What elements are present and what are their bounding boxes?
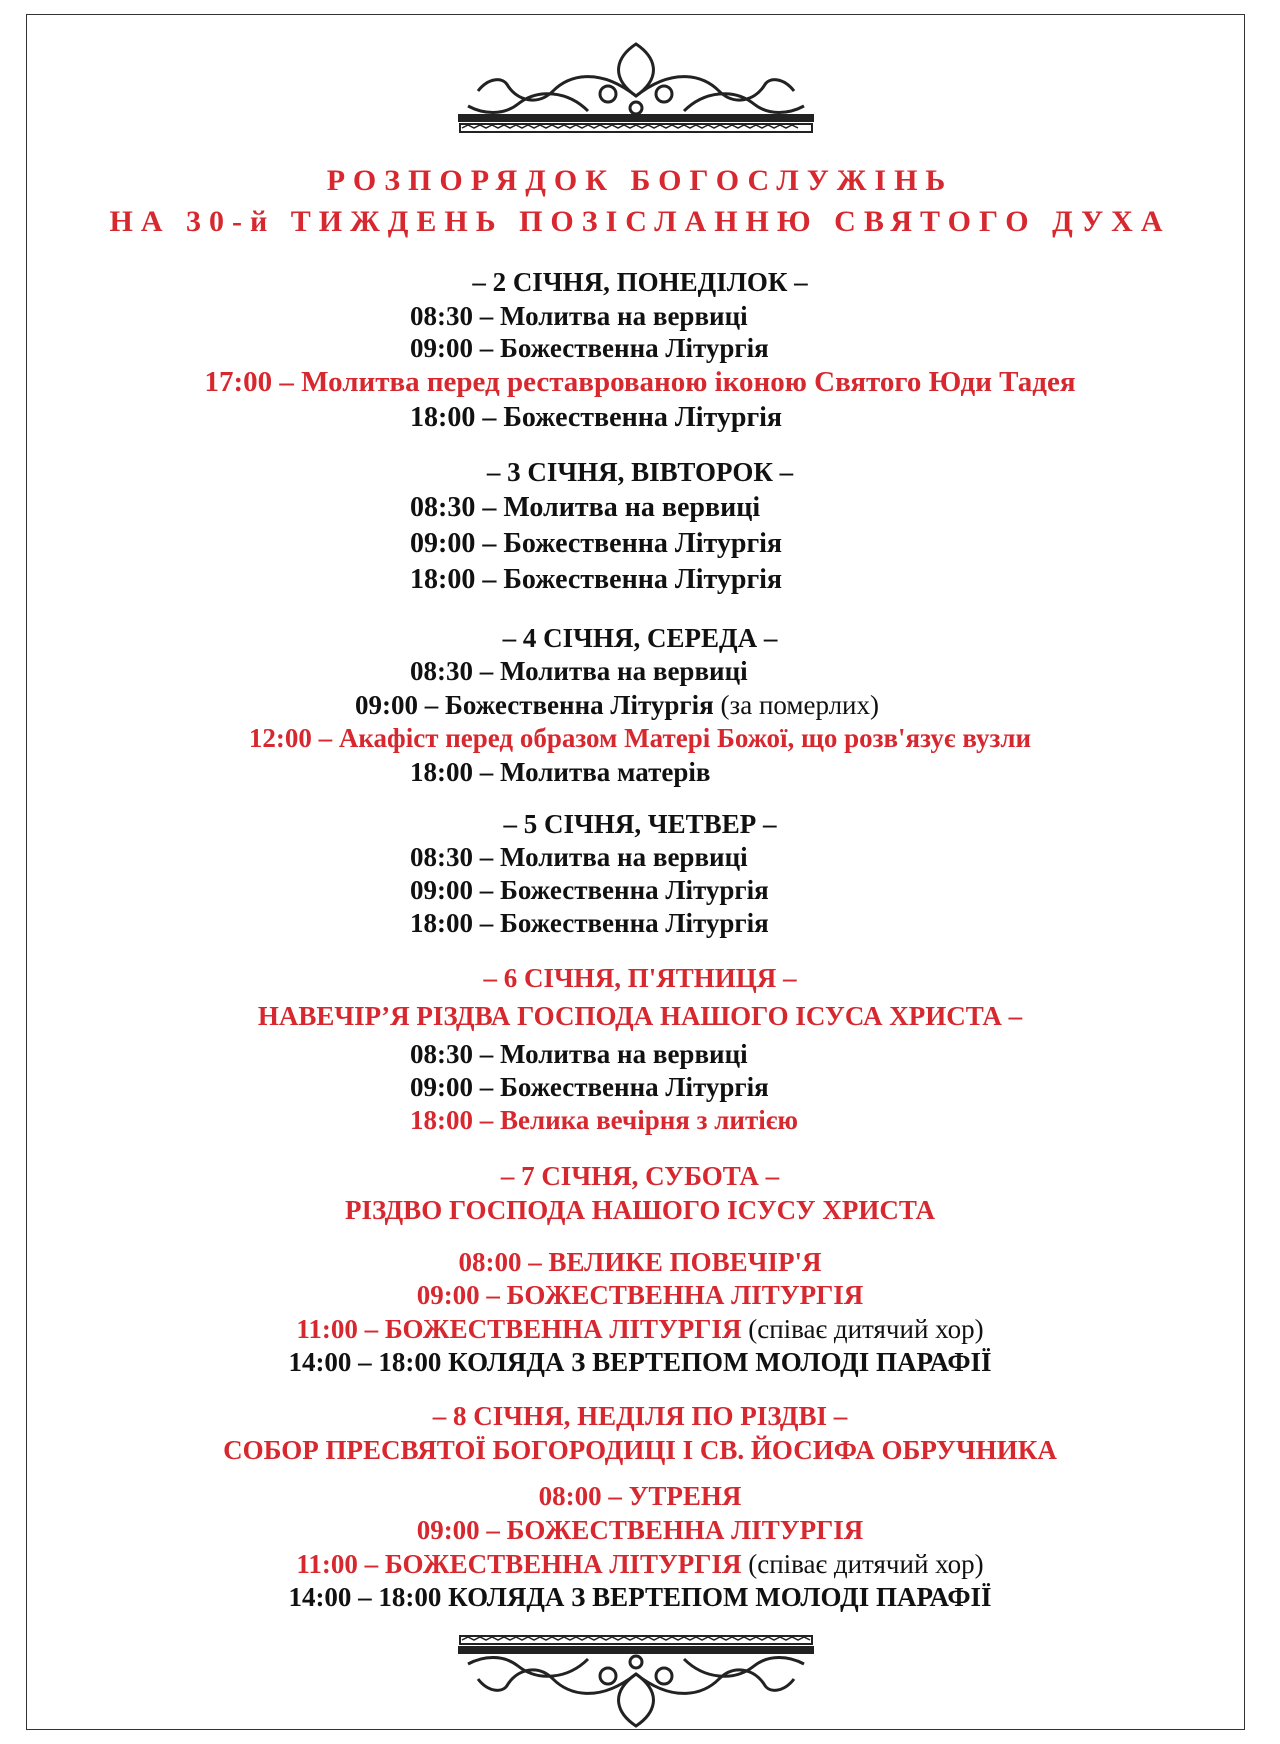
service-item-highlight: 17:00 – Молитва перед реставрованою іконою Святого Юди Тадея — [204, 366, 1076, 398]
service-item-text: 11:00 – БОЖЕСТВЕННА ЛІТУРГІЯ — [296, 1314, 742, 1344]
service-item-highlight: 12:00 – Акафіст перед образом Матері Божої, що розв'язує вузли — [248, 723, 1032, 753]
service-item-text: 11:00 – БОЖЕСТВЕННА ЛІТУРГІЯ — [296, 1549, 742, 1579]
service-item: 09:00 – Божественна Літургія — [410, 333, 769, 363]
service-item — [0, 1313, 1280, 1345]
service-item: 14:00 – 18:00 КОЛЯДА З ВЕРТЕПОМ МОЛОДІ ПАРАФІЇ — [288, 1582, 992, 1612]
service-item: 18:00 – Божественна Літургія — [410, 564, 783, 595]
service-item-highlight: 08:00 – УТРЕНЯ — [538, 1481, 742, 1511]
bottom-ornament — [458, 1634, 814, 1734]
service-item: 08:30 – Молитва на вервиці — [410, 492, 761, 523]
day-header-jan3: – 3 СІЧНЯ, ВІВТОРОК – — [486, 457, 794, 487]
day-header-jan2: – 2 СІЧНЯ, ПОНЕДІЛОК – — [472, 267, 808, 297]
service-item: 09:00 – Божественна Літургія — [410, 528, 783, 559]
day-header-jan8: – 8 СІЧНЯ, НЕДІЛЯ ПО РІЗДВІ – — [432, 1401, 848, 1431]
day-header-jan6: – 6 СІЧНЯ, П'ЯТНИЦЯ – — [483, 963, 797, 993]
service-item-highlight: 08:00 – ВЕЛИКЕ ПОВЕЧІР'Я — [458, 1247, 822, 1277]
feast-title-christmas: РІЗДВО ГОСПОДА НАШОГО ІСУСУ ХРИСТА — [345, 1195, 935, 1225]
service-item-highlight: 09:00 – БОЖЕСТВЕННА ЛІТУРГІЯ — [416, 1280, 864, 1310]
day-header-jan5: – 5 СІЧНЯ, ЧЕТВЕР – — [503, 809, 777, 839]
service-item-note: (за померлих) — [720, 690, 880, 720]
service-item-highlight: 09:00 – БОЖЕСТВЕННА ЛІТУРГІЯ — [416, 1515, 864, 1545]
service-item — [355, 689, 879, 721]
title-line-2: НА 30-й ТИЖДЕНЬ ПОЗІСЛАННЮ СВЯТОГО ДУХА — [109, 205, 1171, 238]
service-item-note: (співає дитячий хор) — [748, 1549, 984, 1579]
service-item: 08:30 – Молитва на вервиці — [410, 656, 748, 686]
service-item: 08:30 – Молитва на вервиці — [410, 1039, 748, 1069]
day-header-jan7: – 7 СІЧНЯ, СУБОТА – — [500, 1161, 780, 1191]
service-item-text: 09:00 – Божественна Літургія — [355, 690, 714, 720]
service-item: 14:00 – 18:00 КОЛЯДА З ВЕРТЕПОМ МОЛОДІ ПАРАФІЇ — [288, 1347, 992, 1377]
service-item: 08:30 – Молитва на вервиці — [410, 301, 748, 331]
service-item-highlight: 18:00 – Велика вечірня з литією — [410, 1105, 799, 1135]
title-line-1: РОЗПОРЯДОК БОГОСЛУЖІНЬ — [326, 164, 954, 197]
service-item: 08:30 – Молитва на вервиці — [410, 842, 748, 872]
day-header-jan4: – 4 СІЧНЯ, СЕРЕДА – — [502, 623, 778, 653]
service-item: 18:00 – Молитва матерів — [410, 757, 711, 787]
service-item: 09:00 – Божественна Літургія — [410, 875, 769, 905]
service-item: 18:00 – Божественна Літургія — [410, 402, 783, 433]
service-item — [0, 1548, 1280, 1580]
service-item: 09:00 – Божественна Літургія — [410, 1072, 769, 1102]
service-item: 18:00 – Божественна Літургія — [410, 908, 769, 938]
feast-title-christmas-eve: НАВЕЧІР’Я РІЗДВА ГОСПОДА НАШОГО ІСУСА ХРИСТА – — [257, 1001, 1023, 1031]
top-ornament — [458, 36, 814, 136]
feast-title-synaxis: СОБОР ПРЕСВЯТОЇ БОГОРОДИЦІ І СВ. ЙОСИФА ОБРУЧНИКА — [223, 1435, 1057, 1465]
service-item-note: (співає дитячий хор) — [748, 1314, 984, 1344]
